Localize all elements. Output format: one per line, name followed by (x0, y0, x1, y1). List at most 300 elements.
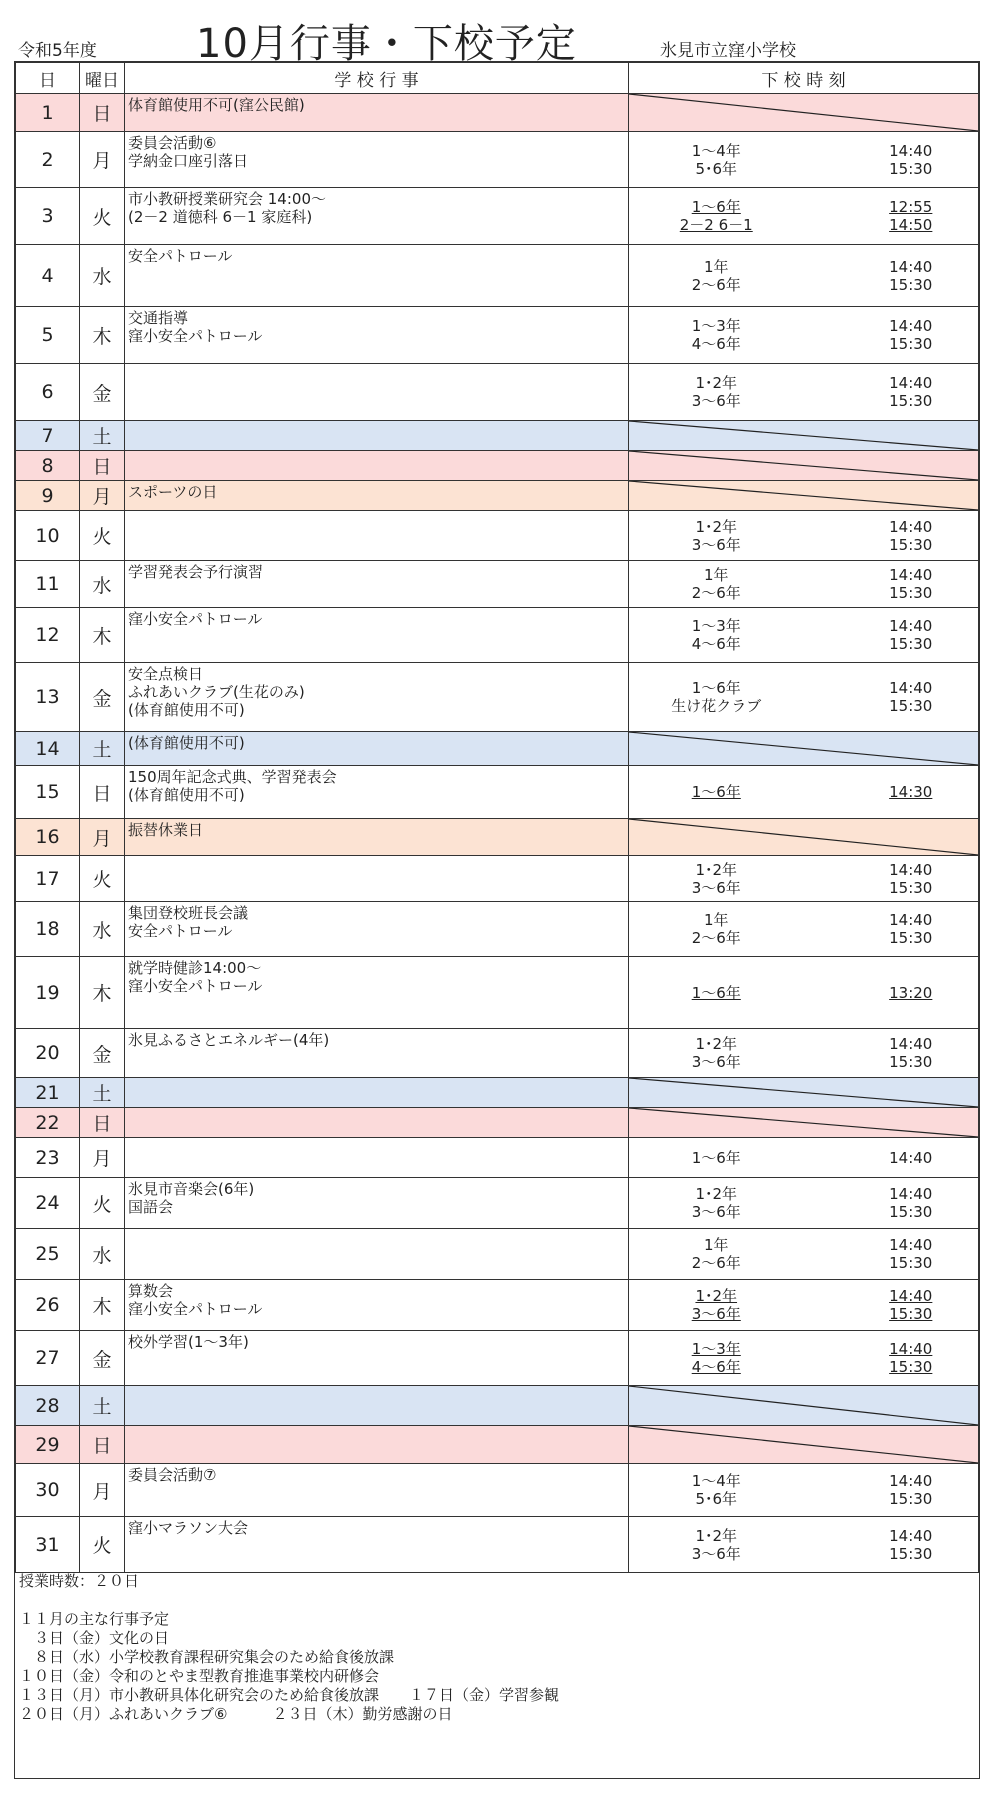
dismissal-grade: 1～3年 (691, 1340, 741, 1358)
event-cell (125, 132, 629, 188)
header-day: 日 (16, 63, 80, 94)
dismissal-cell (629, 1517, 979, 1573)
event-line: 安全点検日 (128, 665, 204, 683)
event-cell (125, 608, 629, 663)
weekday: 火 (80, 188, 125, 245)
table-row (16, 1331, 979, 1386)
table-row (16, 663, 979, 732)
event-cell (125, 1029, 629, 1078)
table-row (16, 1078, 979, 1108)
dismissal-grade: 1年 (703, 257, 729, 276)
dismissal-grade: 1～3年 (691, 317, 741, 335)
dismissal-grade: 1･2年 (695, 517, 738, 536)
day-number: 28 (16, 1386, 80, 1426)
dismissal-time: 15:30 (889, 1490, 933, 1508)
event-cell (125, 561, 629, 608)
dismissal-grade: 1～6年 (691, 783, 741, 801)
event-line: 窪小安全パトロール (128, 610, 263, 628)
note-line: １１月の主な行事予定 (19, 1610, 170, 1628)
table-row (16, 1178, 979, 1229)
table-header-row (16, 63, 979, 94)
table-row (16, 307, 979, 364)
event-cell (125, 481, 629, 511)
weekday: 木 (80, 608, 125, 663)
dismissal-grade: 1･2年 (695, 1185, 738, 1203)
slash-line (629, 421, 978, 450)
dismissal-grade: 3～6年 (691, 1203, 741, 1221)
day-number: 17 (16, 856, 80, 902)
event-line: スポーツの日 (128, 483, 218, 501)
dismissal-time: 14:40 (889, 317, 933, 335)
event-cell (125, 307, 629, 364)
dismissal-time: 15:30 (889, 1305, 933, 1323)
day-number: 1 (16, 94, 80, 132)
event-line: 算数会 (128, 1282, 174, 1300)
dismissal-grade: 3～6年 (691, 878, 741, 897)
schedule-frame (14, 61, 980, 1779)
dismissal-grade: 2－2 6－1 (679, 216, 753, 234)
event-cell (125, 957, 629, 1029)
event-line: (体育館使用不可) (128, 734, 245, 752)
header-events: 学 校 行 事 (125, 63, 629, 94)
dismissal-grade: 5･6年 (695, 159, 738, 178)
day-number: 27 (16, 1331, 80, 1386)
event-line: 市小教研授業研究会 14:00～ (128, 190, 326, 208)
dismissal-time: 14:40 (889, 860, 933, 879)
dismissal-cell (629, 1280, 979, 1331)
event-cell (125, 819, 629, 856)
no-dismissal-slash (629, 1426, 978, 1463)
event-line: ふれあいクラブ(生花のみ) (128, 683, 305, 701)
event-cell (125, 1464, 629, 1517)
event-line: 窪小安全パトロール (128, 327, 263, 345)
dismissal-grade: 4～6年 (691, 335, 741, 353)
event-cell (125, 1280, 629, 1331)
dismissal-cell (629, 364, 979, 421)
dismissal-grade: 1年 (703, 566, 729, 584)
event-cell (125, 1426, 629, 1464)
event-cell (125, 766, 629, 819)
no-dismissal-slash (629, 732, 978, 765)
event-cell (125, 902, 629, 957)
table-row (16, 188, 979, 245)
slash-line (629, 94, 978, 131)
event-line: (2－2 道徳科 6－1 家庭科) (128, 208, 313, 226)
day-number: 30 (16, 1464, 80, 1517)
dismissal-time: 15:30 (889, 535, 933, 554)
school-name: 氷見市立窪小学校 (660, 41, 796, 61)
event-cell (125, 188, 629, 245)
slash-line (629, 819, 978, 855)
event-cell (125, 1178, 629, 1229)
dismissal-time: 14:40 (889, 517, 933, 536)
table-row (16, 1464, 979, 1517)
weekday: 日 (80, 451, 125, 481)
dismissal-time: 14:40 (889, 374, 933, 392)
event-cell (125, 511, 629, 561)
weekday: 水 (80, 1229, 125, 1280)
weekday: 金 (80, 663, 125, 732)
day-number: 5 (16, 307, 80, 364)
day-number: 2 (16, 132, 80, 188)
dismissal-cell (629, 1178, 979, 1229)
dismissal-time: 15:30 (889, 392, 933, 410)
event-cell (125, 1078, 629, 1108)
note-line: ８日（水）小学校教育課程研究集会のため給食後放課 (19, 1648, 395, 1666)
dismissal-time: 14:40 (889, 1287, 933, 1305)
dismissal-grade: 1～6年 (691, 198, 741, 216)
header-dismissal: 下 校 時 刻 (629, 63, 979, 94)
dismissal-cell (629, 561, 979, 608)
day-number: 6 (16, 364, 80, 421)
day-number: 13 (16, 663, 80, 732)
event-line: 国語会 (128, 1198, 174, 1216)
weekday: 日 (80, 1426, 125, 1464)
table-row (16, 819, 979, 856)
dismissal-time: 15:30 (889, 335, 933, 353)
slash-line (629, 481, 978, 510)
schedule-body (16, 94, 979, 1573)
dismissal-grade: 1～6年 (691, 983, 741, 1002)
dismissal-grade: 1･2年 (695, 1526, 738, 1545)
no-dismissal-slash (629, 1386, 978, 1425)
weekday: 土 (80, 1078, 125, 1108)
day-number: 26 (16, 1280, 80, 1331)
table-row (16, 1426, 979, 1464)
slash-line (629, 732, 978, 765)
event-cell (125, 1331, 629, 1386)
slash-line (629, 1108, 978, 1137)
weekday: 水 (80, 561, 125, 608)
event-cell (125, 1229, 629, 1280)
dismissal-cell (629, 1108, 979, 1138)
event-cell (125, 1386, 629, 1426)
event-line: 150周年記念式典、学習発表会 (128, 768, 337, 786)
dismissal-time: 15:30 (889, 1203, 933, 1221)
table-row (16, 245, 979, 307)
weekday: 水 (80, 902, 125, 957)
dismissal-cell (629, 1464, 979, 1517)
event-cell (125, 732, 629, 766)
dismissal-time: 15:30 (889, 929, 933, 947)
note-line: １３日（月）市小教研具体化研究会のため給食後放課 １７日（金）学習参観 (19, 1686, 560, 1704)
event-cell (125, 1108, 629, 1138)
event-line: (体育館使用不可) (128, 786, 245, 804)
dismissal-cell (629, 1078, 979, 1108)
dismissal-time: 13:20 (889, 983, 933, 1002)
day-number: 15 (16, 766, 80, 819)
dismissal-cell (629, 94, 979, 132)
dismissal-grade: 3～6年 (691, 535, 741, 554)
slash-line (629, 451, 978, 480)
dismissal-grade: 2～6年 (691, 1254, 741, 1272)
weekday: 木 (80, 1280, 125, 1331)
dismissal-cell (629, 766, 979, 819)
event-line: 安全パトロール (128, 922, 233, 940)
dismissal-time: 14:40 (889, 1472, 933, 1490)
dismissal-time: 15:30 (889, 1544, 933, 1563)
event-cell (125, 245, 629, 307)
day-number: 10 (16, 511, 80, 561)
note-line: ３日（金）文化の日 (19, 1629, 170, 1647)
slash-line (629, 1386, 978, 1425)
day-number: 19 (16, 957, 80, 1029)
dismissal-cell (629, 663, 979, 732)
table-row (16, 481, 979, 511)
weekday: 火 (80, 856, 125, 902)
note-line: ２０日（月）ふれあいクラブ⑥ ２３日（木）勤労感謝の日 (19, 1705, 453, 1723)
event-cell (125, 1517, 629, 1573)
dismissal-time: 15:30 (889, 275, 933, 294)
dismissal-time: 15:30 (889, 878, 933, 897)
dismissal-grade: 3～6年 (691, 1544, 741, 1563)
event-line: 窪小安全パトロール (128, 1300, 263, 1318)
table-row (16, 451, 979, 481)
dismissal-cell (629, 902, 979, 957)
event-line: 体育館使用不可(窪公民館) (128, 96, 305, 114)
dismissal-cell (629, 307, 979, 364)
no-dismissal-slash (629, 481, 978, 510)
table-row (16, 1138, 979, 1178)
slash-line (629, 1426, 978, 1463)
dismissal-grade: 1･2年 (695, 374, 738, 392)
event-line: 校外学習(1～3年) (128, 1333, 249, 1351)
table-row (16, 1029, 979, 1078)
weekday: 金 (80, 1029, 125, 1078)
dismissal-cell (629, 1426, 979, 1464)
event-cell (125, 1138, 629, 1178)
weekday: 火 (80, 1178, 125, 1229)
table-row (16, 1280, 979, 1331)
weekday: 木 (80, 307, 125, 364)
weekday: 土 (80, 421, 125, 451)
event-cell (125, 364, 629, 421)
event-line: (体育館使用不可) (128, 701, 245, 719)
notes-section (19, 1572, 559, 1724)
weekday: 火 (80, 511, 125, 561)
note-line (19, 1591, 559, 1610)
dismissal-grade: 1年 (703, 1236, 729, 1254)
weekday: 日 (80, 766, 125, 819)
day-number: 21 (16, 1078, 80, 1108)
dismissal-cell (629, 957, 979, 1029)
dismissal-grade: 生け花クラブ (671, 697, 762, 715)
dismissal-time: 15:30 (889, 584, 933, 602)
dismissal-grade: 1年 (703, 911, 729, 929)
table-row (16, 902, 979, 957)
day-number: 25 (16, 1229, 80, 1280)
weekday: 土 (80, 1386, 125, 1426)
dismissal-cell (629, 132, 979, 188)
dismissal-time: 15:30 (889, 159, 933, 178)
dismissal-cell (629, 1386, 979, 1426)
dismissal-time: 15:30 (889, 635, 933, 653)
table-row (16, 364, 979, 421)
weekday: 土 (80, 732, 125, 766)
dismissal-time: 15:30 (889, 1254, 933, 1272)
event-line: 学納金口座引落日 (128, 152, 249, 170)
table-row (16, 1517, 979, 1573)
event-line: 委員会活動⑥ (128, 134, 217, 152)
day-number: 11 (16, 561, 80, 608)
dismissal-time: 14:40 (889, 617, 933, 635)
dismissal-time: 15:30 (889, 1358, 933, 1376)
weekday: 水 (80, 245, 125, 307)
day-number: 31 (16, 1517, 80, 1573)
header-weekday: 曜日 (80, 63, 125, 94)
schedule-table (15, 62, 979, 1573)
dismissal-grade: 3～6年 (691, 1053, 741, 1071)
dismissal-time: 14:40 (889, 1035, 933, 1053)
dismissal-grade: 2～6年 (691, 929, 741, 947)
day-number: 8 (16, 451, 80, 481)
dismissal-grade: 1～6年 (691, 679, 741, 697)
table-row (16, 732, 979, 766)
dismissal-grade: 1～4年 (691, 141, 741, 160)
event-line: 集団登校班長会議 (128, 904, 249, 922)
table-row (16, 766, 979, 819)
day-number: 29 (16, 1426, 80, 1464)
event-line: 窪小マラソン大会 (128, 1519, 249, 1537)
dismissal-time: 14:40 (889, 1236, 933, 1254)
dismissal-grade: 5･6年 (695, 1490, 738, 1508)
weekday: 木 (80, 957, 125, 1029)
dismissal-time: 14:40 (889, 679, 933, 697)
weekday: 金 (80, 364, 125, 421)
weekday: 火 (80, 1517, 125, 1573)
dismissal-grade: 2～6年 (691, 584, 741, 602)
event-cell (125, 663, 629, 732)
table-row (16, 421, 979, 451)
dismissal-grade: 1･2年 (695, 1035, 738, 1053)
day-number: 7 (16, 421, 80, 451)
event-line: 振替休業日 (128, 821, 204, 839)
dismissal-cell (629, 188, 979, 245)
dismissal-time: 15:30 (889, 1053, 933, 1071)
dismissal-grade: 1･2年 (695, 860, 738, 879)
event-cell (125, 451, 629, 481)
weekday: 月 (80, 819, 125, 856)
table-row (16, 1386, 979, 1426)
page-title: 10月行事・下校予定 (196, 21, 577, 67)
dismissal-time: 14:40 (889, 1340, 933, 1358)
dismissal-cell (629, 1029, 979, 1078)
dismissal-grade: 1～3年 (691, 617, 741, 635)
fiscal-year-label: 令和5年度 (18, 41, 97, 61)
day-number: 18 (16, 902, 80, 957)
dismissal-time: 14:40 (889, 911, 933, 929)
note-line: １０日（金）令和のとやま型教育推進事業校内研修会 (19, 1667, 380, 1685)
day-number: 12 (16, 608, 80, 663)
event-cell (125, 421, 629, 451)
dismissal-time: 14:40 (889, 141, 933, 160)
dismissal-grade: 3～6年 (691, 392, 741, 410)
table-row (16, 957, 979, 1029)
dismissal-cell (629, 245, 979, 307)
event-line: 窪小安全パトロール (128, 977, 263, 995)
event-line: 氷見市音楽会(6年) (128, 1180, 255, 1198)
table-row (16, 608, 979, 663)
dismissal-grade: 1～6年 (691, 1148, 741, 1167)
weekday: 月 (80, 481, 125, 511)
weekday: 月 (80, 1464, 125, 1517)
no-dismissal-slash (629, 819, 978, 855)
dismissal-cell (629, 856, 979, 902)
note-line: 授業時数：２０日 (19, 1572, 140, 1590)
dismissal-grade: 4～6年 (691, 635, 741, 653)
day-number: 23 (16, 1138, 80, 1178)
dismissal-cell (629, 819, 979, 856)
dismissal-grade: 1～4年 (691, 1472, 741, 1490)
weekday: 月 (80, 132, 125, 188)
dismissal-grade: 2～6年 (691, 275, 741, 294)
no-dismissal-slash (629, 94, 978, 131)
day-number: 4 (16, 245, 80, 307)
event-line: 交通指導 (128, 309, 189, 327)
dismissal-cell (629, 481, 979, 511)
table-row (16, 132, 979, 188)
dismissal-time: 14:40 (889, 1526, 933, 1545)
table-row (16, 1229, 979, 1280)
day-number: 9 (16, 481, 80, 511)
dismissal-cell (629, 451, 979, 481)
dismissal-time: 14:40 (889, 1185, 933, 1203)
dismissal-grade: 4～6年 (691, 1358, 741, 1376)
day-number: 24 (16, 1178, 80, 1229)
weekday: 日 (80, 1108, 125, 1138)
weekday: 日 (80, 94, 125, 132)
event-cell (125, 856, 629, 902)
table-row (16, 1108, 979, 1138)
dismissal-grade: 3～6年 (691, 1305, 741, 1323)
day-number: 22 (16, 1108, 80, 1138)
dismissal-time: 12:55 (889, 198, 933, 216)
table-row (16, 561, 979, 608)
dismissal-time: 14:50 (889, 216, 933, 234)
no-dismissal-slash (629, 451, 978, 480)
table-row (16, 511, 979, 561)
slash-line (629, 1078, 978, 1107)
dismissal-time: 15:30 (889, 697, 933, 715)
event-line: 氷見ふるさとエネルギー(4年) (128, 1031, 330, 1049)
table-row (16, 856, 979, 902)
dismissal-cell (629, 1331, 979, 1386)
dismissal-grade: 1･2年 (695, 1287, 738, 1305)
no-dismissal-slash (629, 421, 978, 450)
dismissal-time: 14:40 (889, 257, 933, 276)
no-dismissal-slash (629, 1078, 978, 1107)
dismissal-time: 14:40 (889, 1148, 933, 1167)
dismissal-time: 14:40 (889, 566, 933, 584)
dismissal-cell (629, 608, 979, 663)
event-cell (125, 94, 629, 132)
day-number: 16 (16, 819, 80, 856)
dismissal-cell (629, 421, 979, 451)
dismissal-cell (629, 1138, 979, 1178)
event-line: 安全パトロール (128, 247, 233, 265)
weekday: 月 (80, 1138, 125, 1178)
dismissal-cell (629, 1229, 979, 1280)
event-line: 委員会活動⑦ (128, 1466, 217, 1484)
event-line: 学習発表会予行演習 (128, 563, 264, 581)
weekday: 金 (80, 1331, 125, 1386)
no-dismissal-slash (629, 1108, 978, 1137)
table-row (16, 94, 979, 132)
dismissal-cell (629, 732, 979, 766)
dismissal-cell (629, 511, 979, 561)
dismissal-time: 14:30 (889, 783, 933, 801)
day-number: 20 (16, 1029, 80, 1078)
